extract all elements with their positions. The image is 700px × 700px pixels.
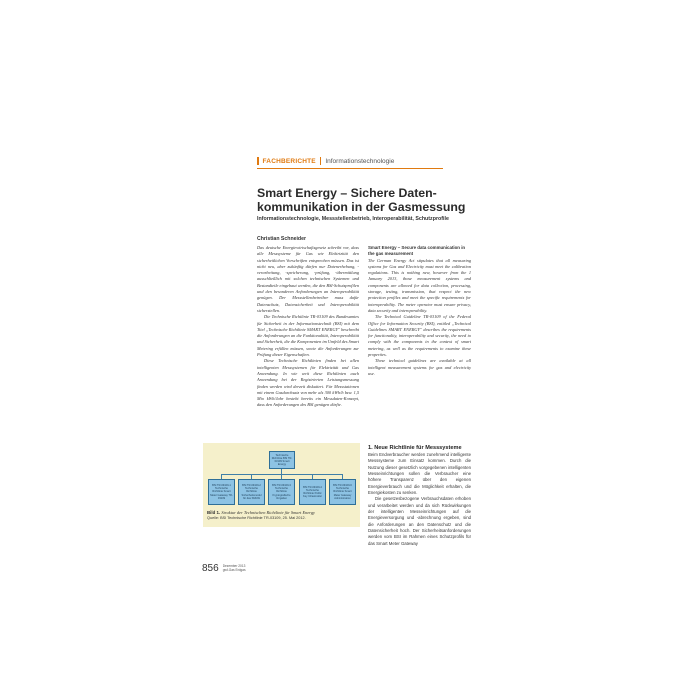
english-abstract-paragraph: These technical guidelines are available at all intelligent measurement systems for gas and electricity use. [368, 358, 471, 376]
issue-date: Dezember 2013 [222, 563, 246, 568]
section-body [368, 452, 471, 547]
diagram-node-root: Technische Richtlinie BSI TR-03109 Smart Energy [269, 451, 295, 469]
rubric-bar [257, 157, 259, 165]
german-abstract-paragraph: Das deutsche Energiewirtschaftsgesetz schreibt vor, dass alle Messsysteme für Gas wie Elektrizität den sicherheitlichen Vorschriften entsprechen müssen. Das ist nicht neu, aber zukünftig dürfen nur Datenerhebung, -verarbeitung, -speicherung, -prüfung, -übermittlung ausschließlich mit solchen technischen Systemen und Bestandteile eingebaut werden, die den BSI-Schutzprofilen und den besonderen Anforderungen an Interoperabilität genügen. Der Messstellenbetreiber muss dafür Datenschutz, Datensicherheit und Interoperabilität sicherstellen. [257, 245, 359, 313]
english-abstract-paragraph: The Technical Guideline TR-03109 of the Federal Office for Information Security (BSI), entitled „Technical Guidelines SMART ENERGY" describes the requirements for functionality, interoperability and security, the need to comply with the components in the context of smart metering, as well as the requirements to examine these properties. [368, 314, 471, 358]
article-keywords: Informationstechnologie, Messstellenbetrieb, Interoperabilität, Schutzprofile [257, 216, 449, 222]
caption-text: Struktur der Technischen Richtlinie für Smart Energy [221, 510, 315, 515]
section-rubric [257, 157, 394, 165]
body-paragraph: Die gesetzesbezogene Verbrauchsdaten erhoben und verarbeitet werden und da sich Rückwirkungen der intelligenten Messeinrichtungen auf die Energieversorgung und -abrechnung ergeben, sind die Anforderungen an den Datenschutz und die Datensicherheit hoch. Der Sicherheitsanforderungen werden vom BSI im Rahmen eines Schutzprofils für das Smart Meter Gateway [368, 496, 471, 546]
body-paragraph: Beim Endverbraucher werden zunehmend intelligente Messsysteme zum Einsatz kommen. Durch die Nutzung dieser gesetzlich vorgegebenen intelligenten Messeinrichtungen sollen die Verbraucher eine höhere Transparenz über den eigenen Energieverbrauch und die Möglichkeit erhalten, die Energiekosten zu senken. [368, 452, 471, 496]
german-abstract [257, 245, 359, 409]
rubric-divider [257, 168, 443, 169]
diagram-node: BSI TR-03109-3 Technische Richtlinie Kryptografische Vorgaben [268, 479, 295, 505]
caption-source: Quelle: BSI Technische Richtlinie TR-03109, 25. Mai 2012. [207, 515, 306, 520]
diagram-node: BSI TR-03109-6 Technische Richtlinie Smart Meter Gateway Administration [329, 479, 356, 505]
journal-name: gwf-Gas Erdgas [222, 567, 246, 572]
diagram-node: BSI TR-03109-4 Technische Richtlinie Public Key Infrastruktur [299, 479, 326, 505]
article-author: Christian Schneider [257, 236, 307, 242]
figure-caption [207, 510, 357, 521]
topic-label: Informationstechnologie [325, 157, 395, 165]
diagram-node: BSI TR-03109-1 Technische Richtlinie Smart Meter Gateway TR-03109 [208, 479, 235, 505]
english-abstract [368, 245, 471, 377]
english-abstract-paragraph: The German Energy Act stipulates that all measuring systems for Gas and Electricity must meet the calibration regulations. This is nothing new, however from the 1 January 2013, those measurement systems and components are allowed for data collection, processing, storage, testing, transmission, that respect the new protection profiles and meet the specific requirements for interoperability. The meter operator must ensure privacy, data security and interoperability. [368, 257, 471, 313]
caption-label: Bild 1. [207, 510, 221, 515]
german-abstract-paragraph: Die Technische Richtlinie TR-03109 des Bundesamtes für Sicherheit in der Informationstechnik (BSI) mit dem Titel „Technische Richtlinie SMART ENERGY" beschreibt die Anforderungen an die Funktionalität, Interoperabilität und Sicherheit, die die Komponenten im Umfeld des Smart Metering erfüllen müssen, sowie die Anforderungen zur Prüfung dieser Eigenschaften. [257, 314, 359, 358]
section-heading: 1. Neue Richtlinie für Messsysteme [368, 445, 462, 451]
page-number: 856 [202, 563, 219, 574]
article-title [257, 187, 497, 214]
connector-line [221, 474, 343, 475]
article-title-line: kommunikation in der Gasmessung [257, 199, 466, 214]
section-label: FACHBERICHTE [262, 157, 316, 165]
page-footer [202, 563, 246, 574]
english-abstract-title: Smart Energy – Secure data communication in the gas measurement [368, 245, 466, 256]
journal-info [223, 565, 246, 573]
rubric-separator [320, 157, 322, 165]
diagram-node: BSI TR-03109-2 Technische Richtlinie Sicherheitsmodul für das SMGW [238, 479, 265, 505]
article-title-line: Smart Energy – Sichere Daten- [257, 186, 437, 200]
german-abstract-paragraph: Diese Technische Richtlinien finden bei allen intelligenten Messsystemen für Elektrizität und Gas Anwendung. In wie weit diese Richtlinien auch Anwendung bei der Registrierten Leistungsmessung finden werden wird derzeit diskutiert. Für Messstationen mit einem Gasdurchsatz von mehr als 300 kWh/h bzw. 1,5 Mio kWh/Jahr besteht bereits ein Messdaten-Konzept, dass den Anforderungen des BSI genügen dürfte. [257, 358, 359, 408]
